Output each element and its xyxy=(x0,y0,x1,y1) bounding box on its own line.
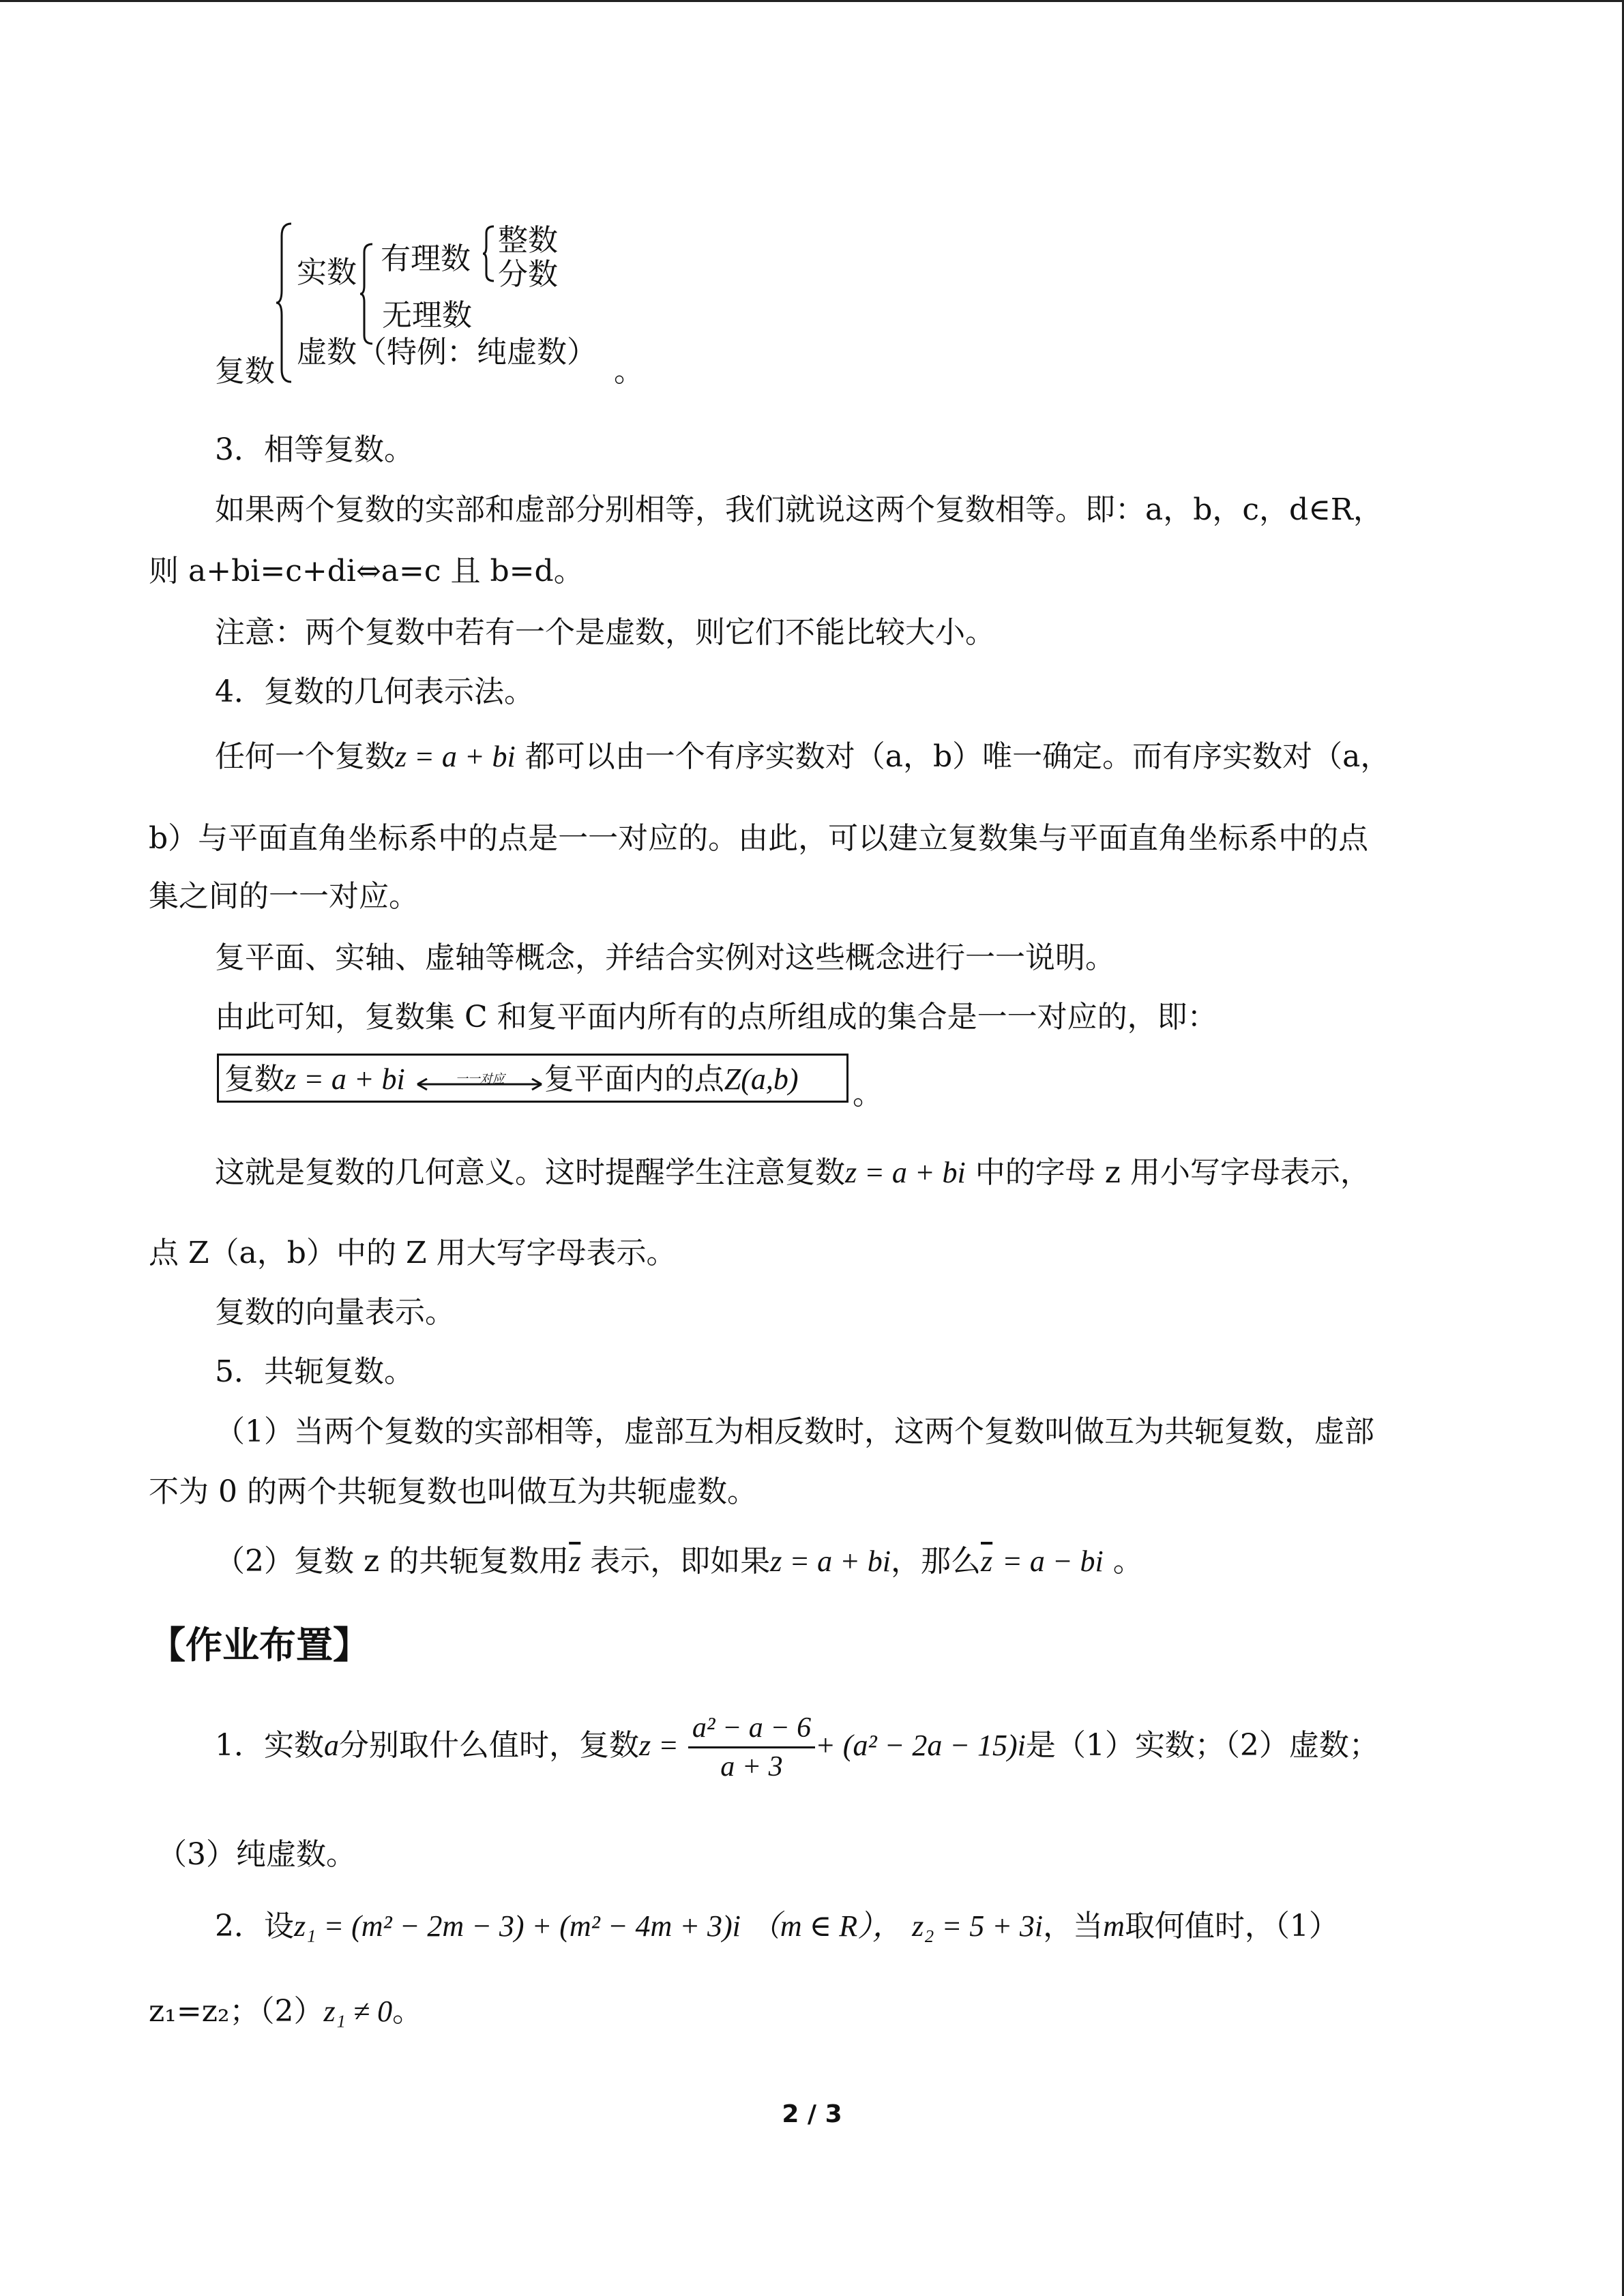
homework-question-2-line-2 xyxy=(149,1991,422,2032)
text: 。 xyxy=(392,1994,423,2029)
tree-rational: 有理数 xyxy=(381,241,471,276)
text: 分别取什么值时，复数 xyxy=(339,1728,639,1763)
box-right-text: 复平面内的点 xyxy=(544,1062,724,1097)
section-3-note: 注意：两个复数中若有一个是虚数，则它们不能比较大小。 xyxy=(215,615,995,650)
correspondence-box xyxy=(217,1054,848,1103)
var-m: m xyxy=(1103,1909,1125,1943)
box-formula: z = a + bi xyxy=(284,1062,405,1096)
text: ，当 xyxy=(1043,1909,1104,1943)
text: 中的字母 z 用小写字母表示， xyxy=(975,1155,1370,1190)
box-point: Z(a,b) xyxy=(724,1062,799,1096)
fraction-numerator: a² − a − 6 xyxy=(688,1710,815,1748)
text: 。 xyxy=(1112,1544,1143,1579)
text: （2）复数 z 的共轭复数用 xyxy=(215,1544,570,1579)
fraction-denominator: a + 3 xyxy=(720,1751,783,1783)
formula-conjugate: = a − bi xyxy=(1002,1545,1104,1578)
tree-irrational: 无理数 xyxy=(382,298,472,333)
homework-question-1 xyxy=(215,1705,1379,1793)
text: 都可以由一个有序实数对（a，b）唯一确定。而有序实数对（a， xyxy=(525,739,1391,774)
tree-end-mark: 。 xyxy=(614,354,644,389)
tree-imaginary: 虚数（特例：纯虚数） xyxy=(297,335,597,370)
formula-tail: + (a² − 2a − 15)i xyxy=(815,1729,1026,1762)
formula-z: z = xyxy=(639,1729,679,1762)
text: 任何一个复数 xyxy=(215,739,395,774)
tree-real: 实数 xyxy=(297,255,357,290)
section-4-paragraph-2: b）与平面直角坐标系中的点是一一对应的。由此，可以建立复数集与平面直角坐标系中的点 xyxy=(149,821,1369,856)
formula-z: z = a + bi xyxy=(770,1545,891,1578)
conjugate-z: $\overline{z}$ xyxy=(981,1545,993,1578)
section-5-title: 5．共轭复数。 xyxy=(215,1354,414,1389)
double-arrow-icon xyxy=(415,1068,544,1095)
homework-question-2 xyxy=(215,1906,1339,1947)
section-4-title: 4．复数的几何表示法。 xyxy=(215,674,534,709)
formula-z: z = a + bi xyxy=(395,740,516,773)
conjugate-z: $\overline{z}$ xyxy=(569,1545,581,1578)
section-4-paragraph-3: 集之间的一一对应。 xyxy=(149,879,419,914)
formula-z1-nonzero: z₁ ≠ 0 xyxy=(323,1995,393,2028)
rational-brace-icon xyxy=(483,225,497,282)
condition: （m ∈ R）， xyxy=(750,1909,903,1943)
section-4-paragraph-5: 由此可知，复数集 C 和复平面内所有的点所组成的集合是一一对应的，即： xyxy=(215,1000,1217,1034)
formula-z1: z₁ = (m² − 2m − 3) + (m² − 4m + 3)i xyxy=(294,1909,741,1943)
box-end-mark: 。 xyxy=(853,1077,883,1112)
real-brace-icon xyxy=(360,243,377,345)
page-number: 2 / 3 xyxy=(782,2100,842,2128)
section-3-equality-rule: 则 a+bi=c+di⇔a=c 且 b=d。 xyxy=(149,554,584,588)
tree-root-label: 复数 xyxy=(215,354,275,389)
section-3-paragraph: 如果两个复数的实部和虚部分别相等，我们就说这两个复数相等。即：a，b，c，d∈R， xyxy=(215,492,1383,527)
section-3-title: 3．相等复数。 xyxy=(215,432,414,467)
text: 这就是复数的几何意义。这时提醒学生注意复数 xyxy=(215,1155,845,1190)
text: z₁=z₂；（2） xyxy=(149,1994,324,2029)
text: 表示，即如果 xyxy=(590,1544,771,1579)
section-4-paragraph-7: 点 Z（a，b）中的 Z 用大写字母表示。 xyxy=(149,1236,677,1270)
section-4-paragraph-1 xyxy=(215,736,1390,777)
text: 1．实数 xyxy=(215,1728,324,1763)
tree-integer: 整数 xyxy=(498,223,558,258)
text: ，那么 xyxy=(891,1544,981,1579)
section-4-paragraph-4: 复平面、实轴、虚轴等概念，并结合实例对这些概念进行一一说明。 xyxy=(215,940,1115,975)
page-top-border xyxy=(0,0,1624,2)
homework-heading: 【作业布置】 xyxy=(149,1624,370,1667)
homework-question-1-line-2: （3）纯虚数。 xyxy=(157,1837,356,1872)
var-a: a xyxy=(324,1729,339,1762)
section-4-paragraph-8: 复数的向量表示。 xyxy=(215,1295,455,1330)
section-5-paragraph-1b: 不为 0 的两个共轭复数也叫做互为共轭虚数。 xyxy=(149,1474,757,1509)
box-left-text: 复数 xyxy=(224,1062,284,1097)
section-4-paragraph-6 xyxy=(215,1152,1370,1193)
fraction xyxy=(688,1710,815,1785)
section-5-paragraph-1: （1）当两个复数的实部相等，虚部互为相反数时，这两个复数叫做互为共轭复数，虚部 xyxy=(215,1414,1374,1449)
text: 取何值时，（1） xyxy=(1124,1909,1339,1943)
number-classification-tree xyxy=(211,218,689,396)
arrow-label: 一一对应 xyxy=(455,1071,505,1086)
outer-brace-icon xyxy=(276,222,297,383)
section-5-paragraph-2 xyxy=(215,1541,1143,1582)
formula-z2: z₂ = 5 + 3i xyxy=(912,1909,1044,1943)
tree-fraction: 分数 xyxy=(498,257,558,292)
text: 2．设 xyxy=(215,1909,294,1943)
text: 是（1）实数；（2）虚数； xyxy=(1025,1728,1379,1763)
formula-z: z = a + bi xyxy=(845,1156,966,1189)
